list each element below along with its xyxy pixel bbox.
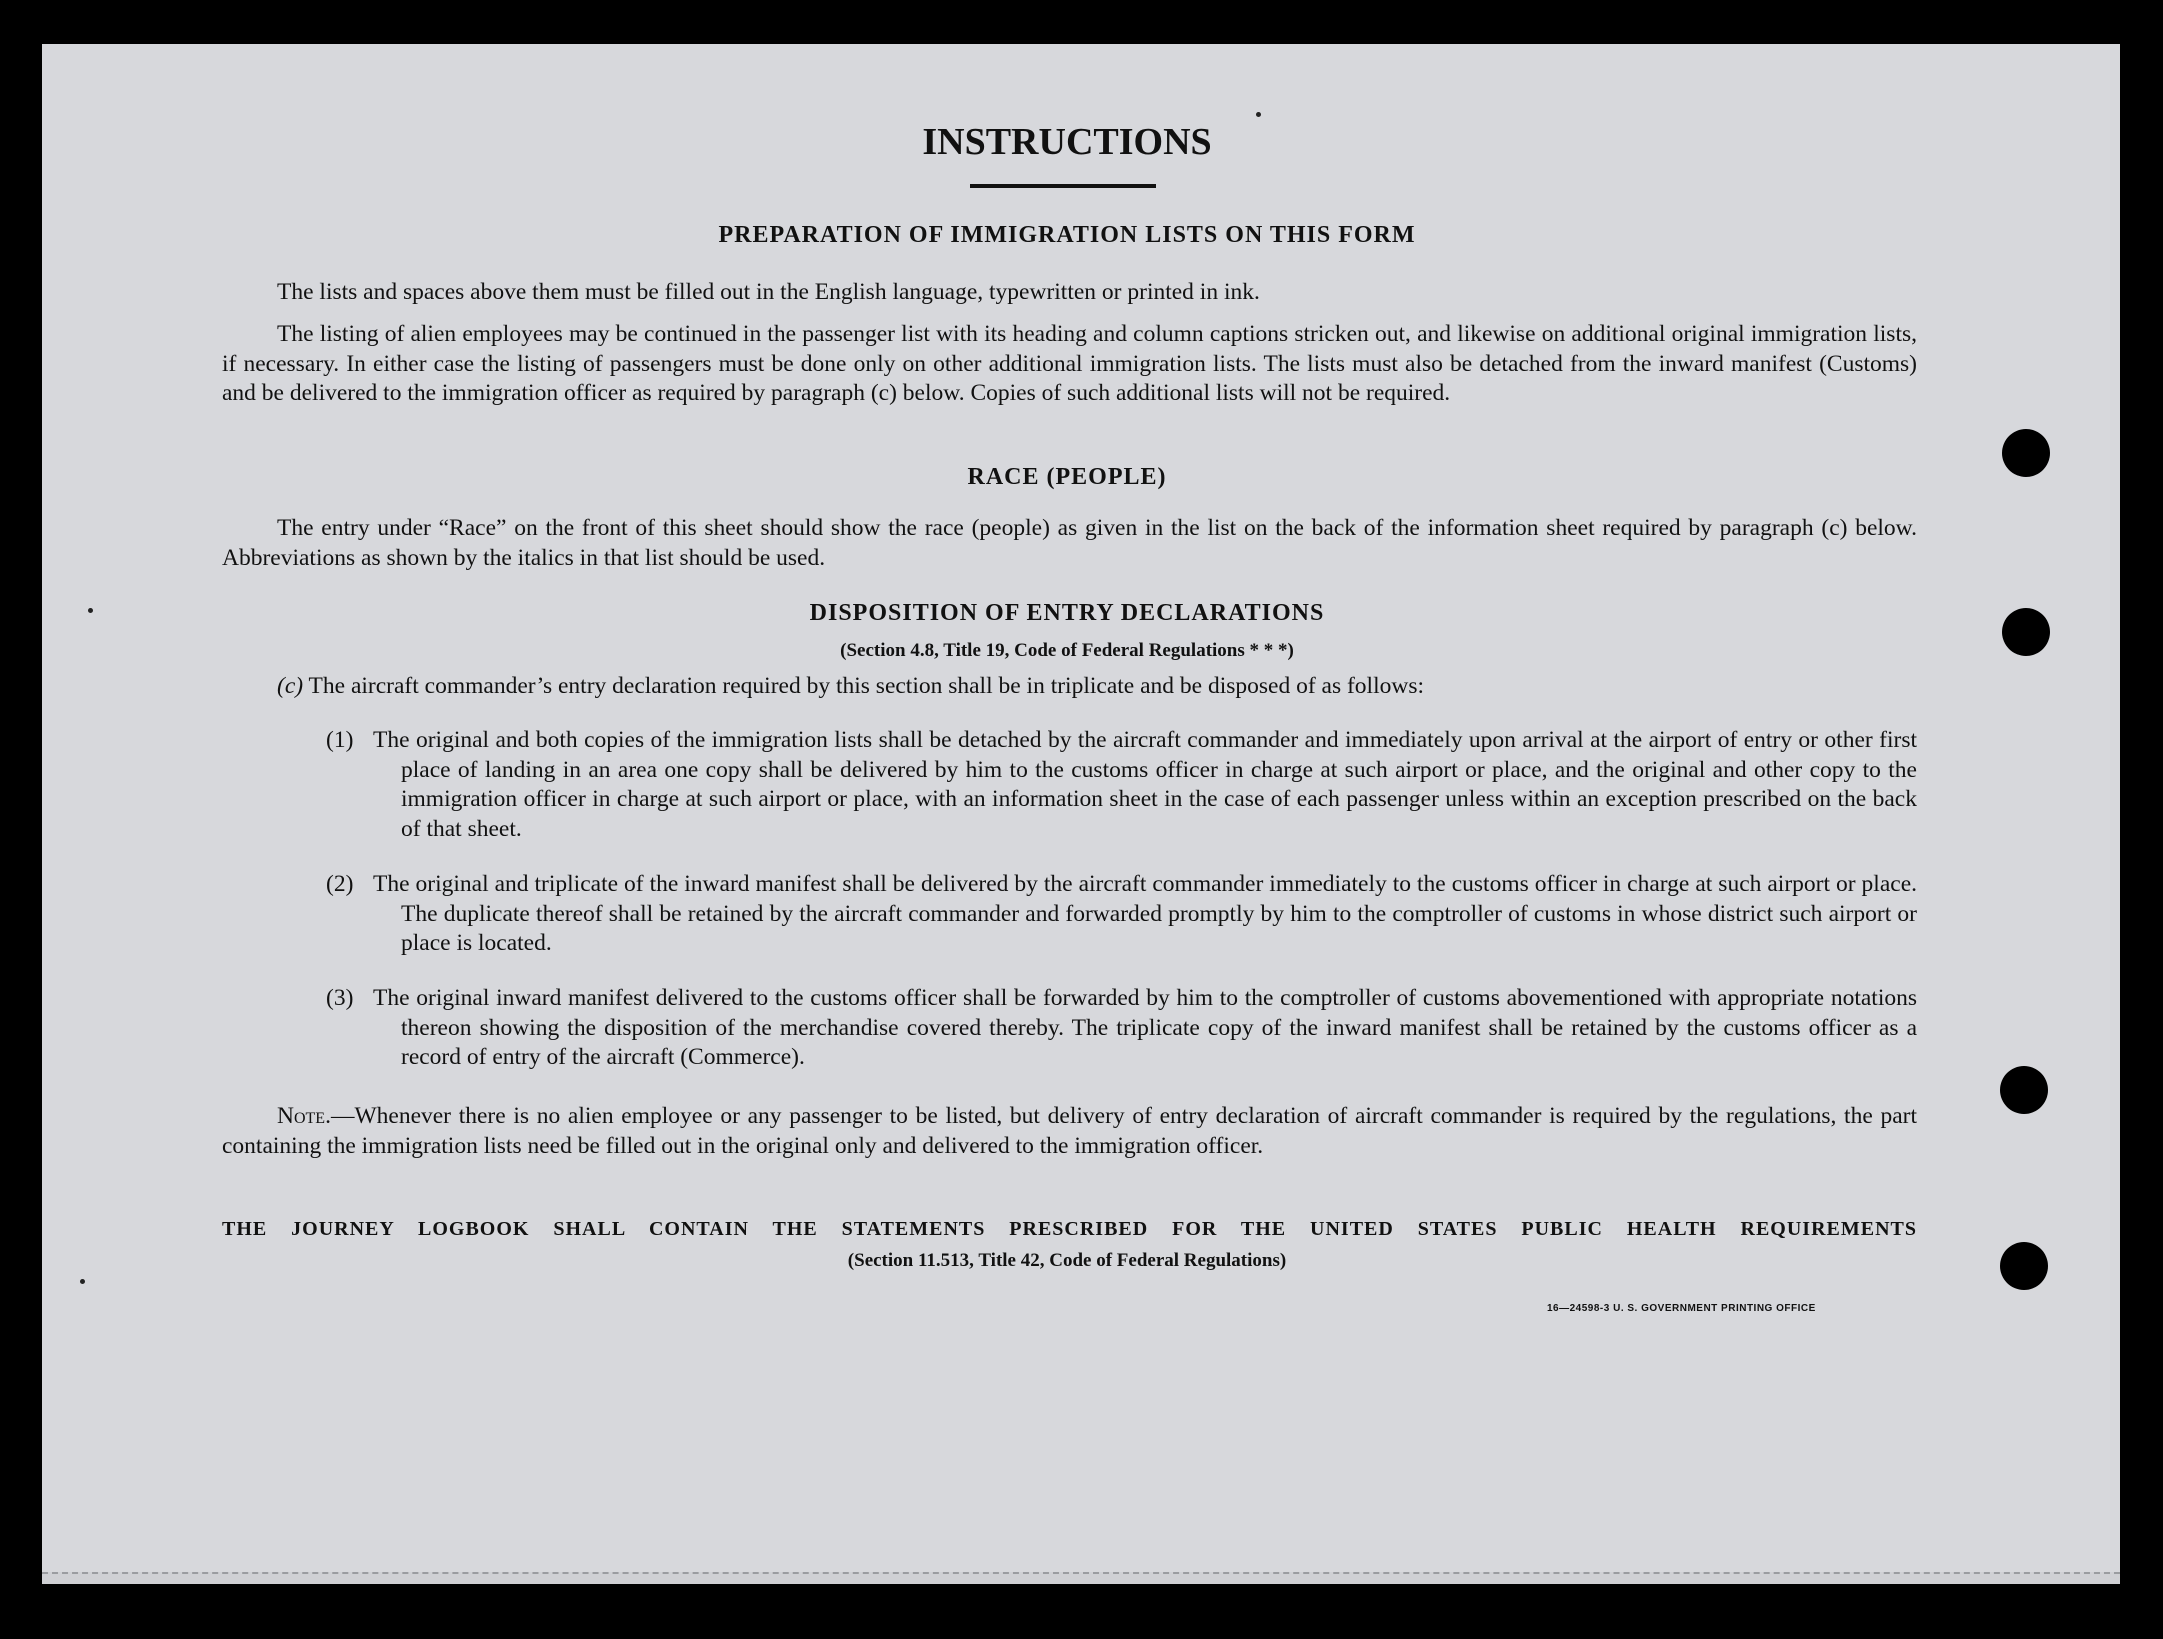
title-underline [970,184,1156,188]
binder-hole [2000,1066,2048,1114]
printer-code: 16—24598-3 U. S. GOVERNMENT PRINTING OFFICE [1547,1303,1816,1314]
page-title: INSTRUCTIONS [922,121,1212,163]
list-item-1 [328,726,1917,844]
binder-hole [2002,429,2050,477]
scan-speck [88,608,93,613]
citation-title-42: (Section 11.513, Title 42, Code of Federal Regulations) [847,1250,1287,1271]
paragraph-language: The lists and spaces above them must be filled out in the English language, typewritten or printed in ink. [277,279,1260,305]
binder-hole [2002,608,2050,656]
list-item-text: The original inward manifest delivered to the customs officer shall be forwarded by him to the comptroller of customs abovementioned with appropriate notations thereon showing the disposition of the merchandise covered thereby. The triplicate copy of the inward manifest shall be retained by the customs officer as a record of entry of the aircraft (Commerce). [373,985,1917,1070]
list-item-label: (3) [326,985,354,1011]
paragraph-race: The entry under “Race” on the front of this sheet should show the race (people) as given in the list on the back of the information sheet required by paragraph (c) below. Abbreviations as shown by the italics in that list should be used. [222,515,1917,571]
citation-title-19: (Section 4.8, Title 19, Code of Federal Regulations * * *) [840,640,1294,661]
section-heading-preparation: PREPARATION OF IMMIGRATION LISTS ON THIS FORM [718,222,1416,248]
paragraph-alien-employees: The listing of alien employees may be continued in the passenger list with its heading and column captions stricken out, and likewise on additional original immigration lists, if necessary. In either case the listing of passengers must be done only on other additional immigration lists. The lists must also be detached from the inward manifest (Customs) and be delivered to the immigration officer as required by paragraph (c) below. Copies of such additional lists will not be required. [222,321,1917,406]
paragraph-c-intro [277,672,1917,702]
paragraph-c-label: (c) [277,673,304,699]
list-item-text: The original and triplicate of the inward manifest shall be delivered by the aircraft commander immediately to the customs officer in charge at such airport or place. The duplicate thereof shall be retained by the aircraft commander and forwarded promptly by him to the comptroller of customs in whose district such airport or place is located. [373,871,1917,956]
list-item-3 [328,984,1917,1073]
list-item-label: (1) [326,727,354,753]
list-item-2 [328,870,1917,959]
section-heading-disposition: DISPOSITION OF ENTRY DECLARATIONS [809,600,1325,626]
scan-speck [1256,112,1261,117]
health-requirements-statement: THE JOURNEY LOGBOOK SHALL CONTAIN THE STATEMENTS PRESCRIBED FOR THE UNITED STATES PUBLIC HEALTH REQUIREMENTS [222,1218,1917,1240]
binder-hole [2000,1242,2048,1290]
paragraph-c-text: The aircraft commander’s entry declaration required by this section shall be in triplicate and be disposed of as follows: [308,673,1425,699]
scan-speck [80,1279,85,1284]
list-item-label: (2) [326,871,354,897]
note-label: Note. [277,1103,331,1129]
note-text: —Whenever there is no alien employee or any passenger to be listed, but delivery of entry declaration of aircraft commander is required by the regulations, the part containing the immigration lists need be filled out in the original only and delivered to the immigration officer. [222,1103,1917,1159]
document-sheet [42,44,2120,1584]
perforation-edge [42,1572,2120,1584]
paragraph-note [222,1102,1917,1161]
section-heading-race: RACE (PEOPLE) [967,464,1167,490]
list-item-text: The original and both copies of the immigration lists shall be detached by the aircraft commander and immediately upon arrival at the airport of entry or other first place of landing in an area one copy shall be delivered by him to the customs officer in charge at such airport or place, and the original and other copy to the immigration officer in charge at such airport or place, with an information sheet in the case of each passenger unless within an exception prescribed on the back of that sheet. [373,727,1917,842]
